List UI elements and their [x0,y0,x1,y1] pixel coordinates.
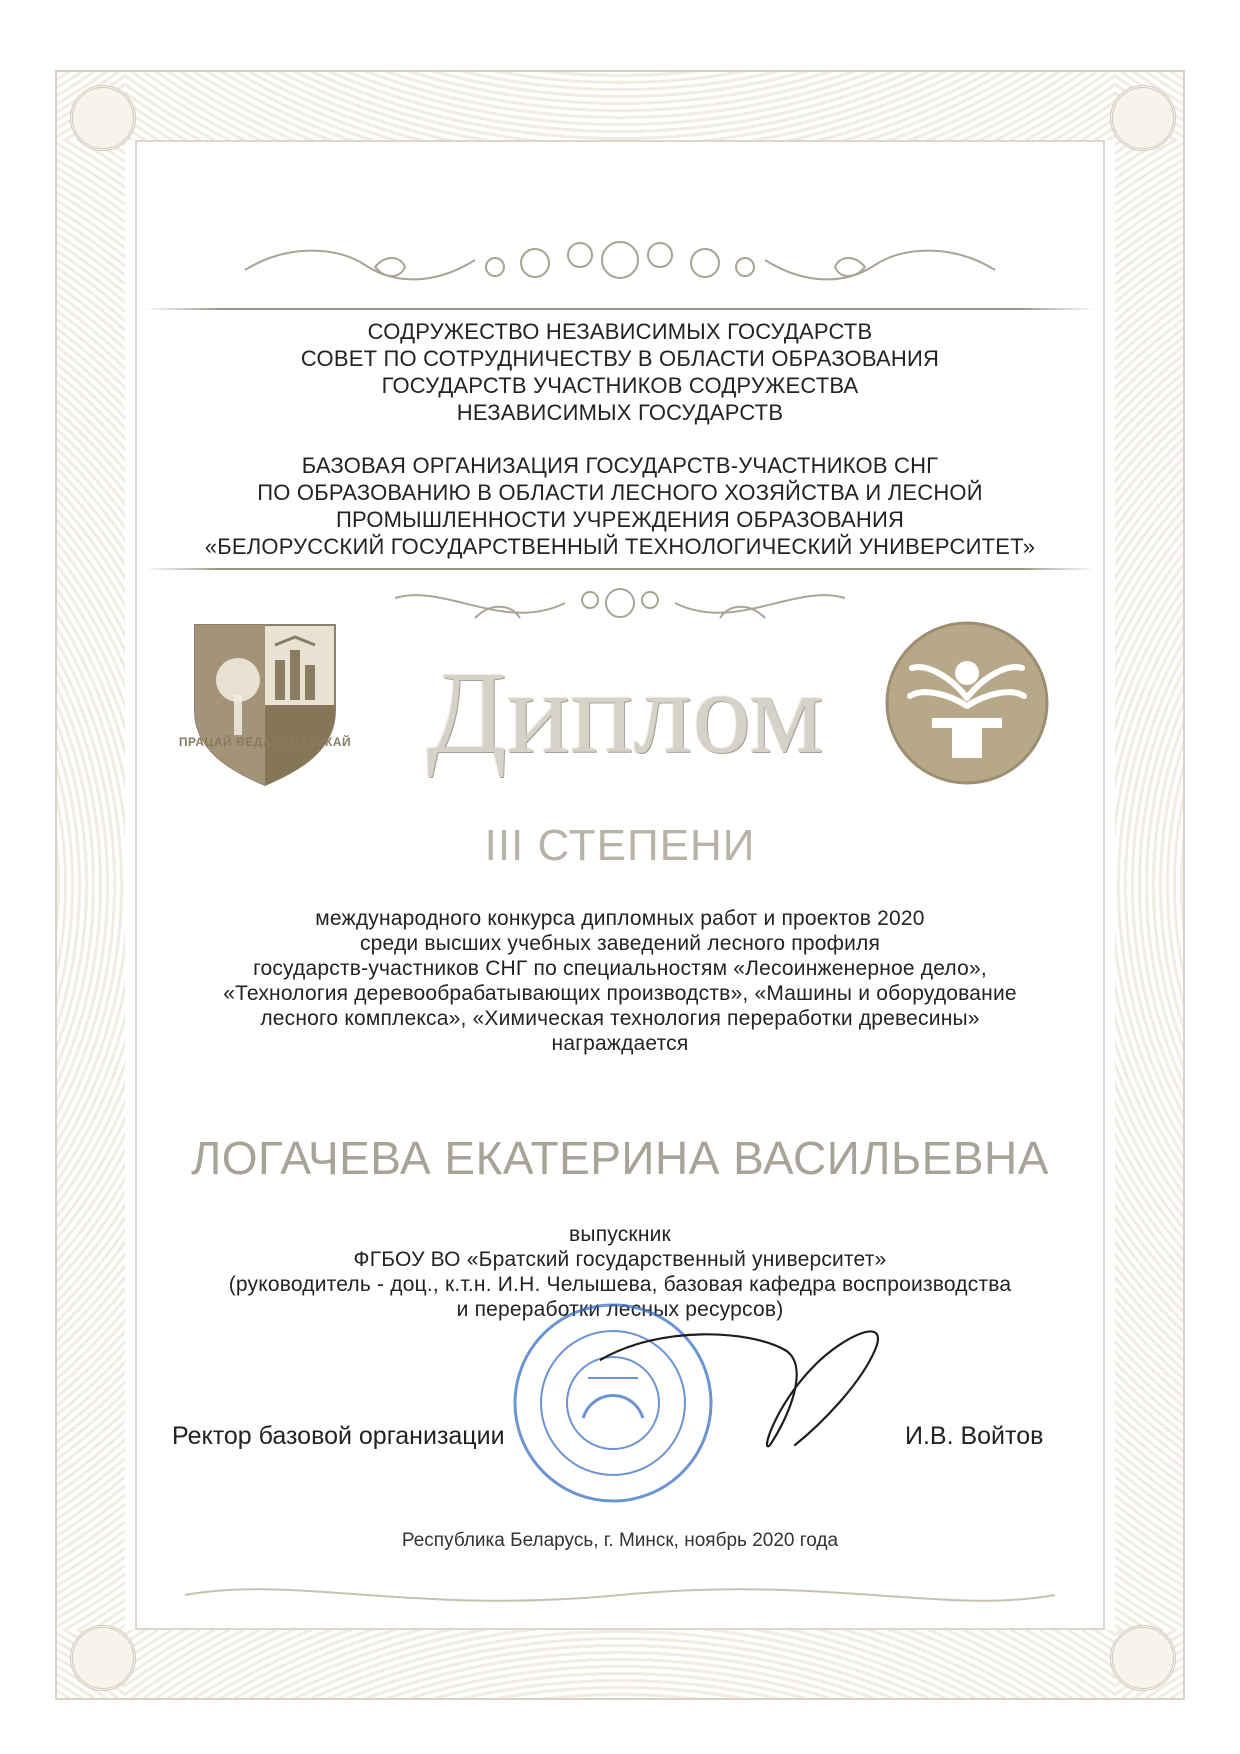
graduate-line-1: выпускник [569,1223,671,1246]
corner-ornament-top-left [70,85,136,151]
corner-ornament-bottom-left [70,1625,136,1691]
corner-ornament-bottom-right [1110,1625,1176,1691]
graduate-line-4: и переработки лесных ресурсов) [456,1298,784,1321]
diploma-title: Диплом [426,647,824,778]
rector-position: Ректор базовой организации [172,1422,505,1450]
header-line-2: СОВЕТ ПО СОТРУДНИЧЕСТВУ В ОБЛАСТИ ОБРАЗОВАНИЯ [300,346,940,371]
university-emblem [160,600,370,800]
organization-line-4: «БЕЛОРУССКИЙ ГОСУДАРСТВЕННЫЙ ТЕХНОЛОГИЧЕСКИЙ УНИВЕРСИТЕТ» [204,534,1036,559]
awardee-name: ЛОГАЧЕВА ЕКАТЕРИНА ВАСИЛЬЕВНА [191,1132,1049,1184]
diploma-degree: III СТЕПЕНИ [484,821,756,870]
rector-signature [600,1305,910,1455]
organization-line-3: ПРОМЫШЛЕННОСТИ УЧРЕЖДЕНИЯ ОБРАЗОВАНИЯ [335,507,905,532]
cis-emblem [882,618,1052,788]
corner-ornament-top-right [1110,85,1176,151]
description-line-3: государств-участников СНГ по специальностям «Лесоинженерное дело», [253,957,987,980]
divider-top [145,308,1095,310]
header-line-3: ГОСУДАРСТВ УЧАСТНИКОВ СОДРУЖЕСТВА [381,373,859,398]
organization-line-2: ПО ОБРАЗОВАНИЮ В ОБЛАСТИ ЛЕСНОГО ХОЗЯЙСТВА И ЛЕСНОЙ [257,480,983,505]
organization-line-1: БАЗОВАЯ ОРГАНИЗАЦИЯ ГОСУДАРСТВ-УЧАСТНИКОВ СНГ [301,453,939,478]
university-motto: ПРАЦАЙ ВЕДАМІ НАВУКАЙ [178,735,352,749]
header-line-1: СОДРУЖЕСТВО НЕЗАВИСИМЫХ ГОСУДАРСТВ [367,319,873,344]
description-line-5: лесного комплекса», «Химическая технология переработки древесины» [260,1007,980,1030]
footer-place-date: Республика Беларусь, г. Минск, ноябрь 2020 года [401,1530,839,1551]
description-line-2: среди высших учебных заведений лесного профиля [359,932,881,955]
description-line-6: награждается [551,1032,689,1055]
organization-block [140,452,1100,560]
header-line-4: НЕЗАВИСИМЫХ ГОСУДАРСТВ [456,400,784,425]
top-flourish-ornament [225,225,1015,295]
middle-flourish-ornament [385,578,855,638]
graduate-line-2: ФГБОУ ВО «Братский государственный университет» [353,1248,887,1271]
rector-name: И.В. Войтов [905,1422,1044,1450]
description-block [140,906,1100,1056]
description-line-1: международного конкурса дипломных работ и проектов 2020 [315,907,925,930]
bottom-flourish-ornament [175,1575,1065,1615]
header-block [140,318,1100,426]
graduate-line-3: (руководитель - доц., к.т.н. И.Н. Челышева, базовая кафедра воспроизводства [228,1273,1012,1296]
description-line-4: «Технология деревообрабатывающих производств», «Машины и оборудование [223,982,1017,1005]
divider-middle [145,568,1095,570]
